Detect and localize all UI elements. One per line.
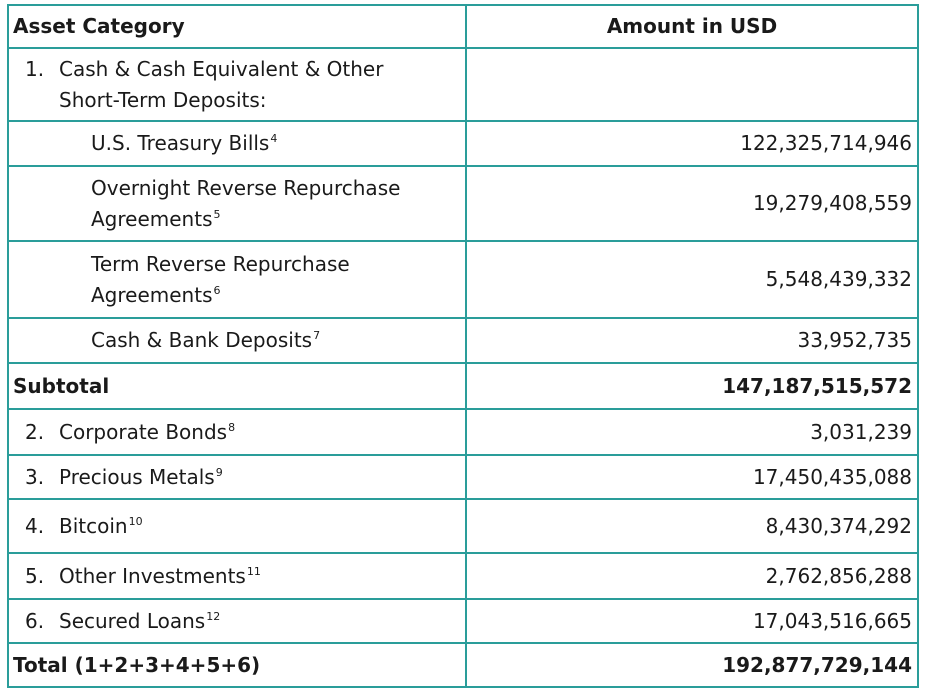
row-amount: 3,031,239 (466, 409, 918, 455)
row-label-text: Precious Metals (59, 464, 215, 489)
table-row (8, 318, 918, 363)
row-amount: 33,952,735 (466, 318, 918, 363)
row-label-text: U.S. Treasury Bills (91, 131, 270, 155)
row-label-text-cont: Agreements (91, 282, 213, 307)
row-label-text: Term Reverse Repurchase (91, 251, 350, 276)
row-label-text: Corporate Bonds (59, 419, 228, 444)
row-label (8, 553, 466, 599)
row-number: 6. (25, 608, 45, 633)
footnote-ref: 11 (246, 564, 261, 578)
row-label (8, 599, 466, 643)
row-amount (466, 48, 918, 121)
row-number: 2. (25, 419, 45, 444)
footnote-ref: 8 (228, 420, 236, 434)
row-amount: 5,548,439,332 (466, 241, 918, 318)
footnote-ref: 4 (270, 132, 278, 145)
table-row (8, 48, 918, 121)
table-row (8, 121, 918, 166)
subtotal-amount: 147,187,515,572 (466, 363, 918, 409)
reserves-table (7, 4, 919, 688)
row-label (8, 241, 466, 318)
row-amount: 122,325,714,946 (466, 121, 918, 166)
row-number: 5. (25, 563, 45, 588)
row-label-text: Cash & Bank Deposits (91, 328, 313, 352)
row-amount: 8,430,374,292 (466, 499, 918, 553)
table-row (8, 599, 918, 643)
row-label (8, 499, 466, 553)
subtotal-row (8, 363, 918, 409)
row-label (8, 409, 466, 455)
header-asset-category: Asset Category (8, 5, 466, 48)
row-label (8, 318, 466, 363)
row-amount: 19,279,408,559 (466, 166, 918, 241)
row-label-text: Other Investments (59, 563, 246, 588)
row-label (8, 455, 466, 499)
table-row (8, 553, 918, 599)
footnote-ref: 7 (313, 329, 321, 342)
row-label (8, 48, 466, 121)
row-amount: 17,043,516,665 (466, 599, 918, 643)
row-amount: 2,762,856,288 (466, 553, 918, 599)
row-number: 4. (25, 513, 45, 538)
subtotal-label: Subtotal (8, 363, 466, 409)
footnote-ref: 12 (206, 609, 221, 623)
table-row (8, 409, 918, 455)
row-number: 1. (25, 56, 45, 81)
footnote-ref: 10 (128, 514, 143, 528)
total-row (8, 643, 918, 687)
table-row (8, 241, 918, 318)
table-row (8, 166, 918, 241)
table-row (8, 455, 918, 499)
row-label-text-cont: Short-Term Deposits: (59, 87, 267, 112)
row-label-text: Secured Loans (59, 608, 206, 633)
row-label-text-cont: Agreements (91, 206, 213, 231)
header-row (8, 5, 918, 48)
row-number: 3. (25, 464, 45, 489)
footnote-ref: 9 (215, 465, 223, 479)
total-amount: 192,877,729,144 (466, 643, 918, 687)
row-label (8, 166, 466, 241)
row-label-text: Bitcoin (59, 513, 128, 538)
table-row (8, 499, 918, 553)
footnote-ref: 5 (213, 207, 221, 221)
row-label-text: Cash & Cash Equivalent & Other (59, 56, 384, 81)
total-label: Total (1+2+3+4+5+6) (8, 643, 466, 687)
footnote-ref: 6 (213, 283, 221, 297)
header-amount-usd: Amount in USD (466, 5, 918, 48)
row-label-text: Overnight Reverse Repurchase (91, 175, 401, 200)
row-amount: 17,450,435,088 (466, 455, 918, 499)
row-label (8, 121, 466, 166)
